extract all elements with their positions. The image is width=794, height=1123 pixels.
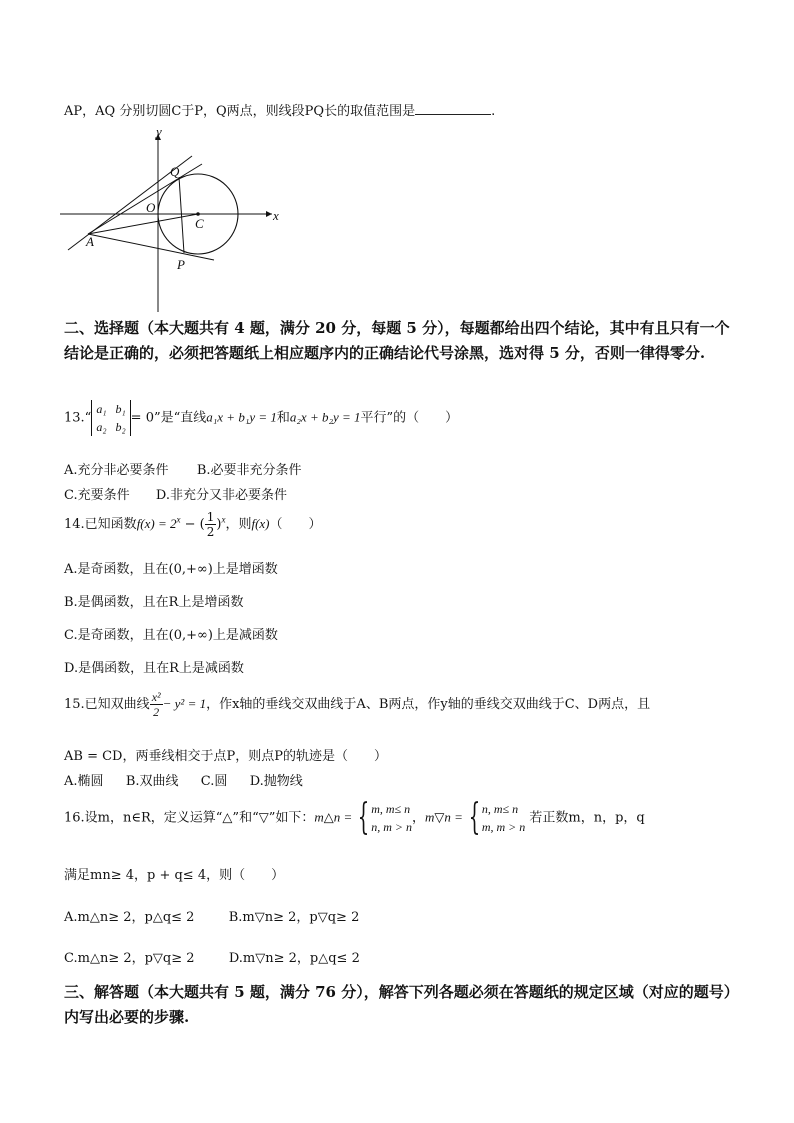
- q15-rest: ，作x轴的垂线交双曲线于A、B两点，作y轴的垂线交双曲线于C、D两点，且: [206, 697, 651, 712]
- tangent-ap: [88, 234, 214, 260]
- label-p: P: [177, 257, 185, 272]
- question-12-text: AP，AQ 分别切圆C于P，Q两点，则线段PQ长的取值范围是: [64, 104, 416, 119]
- q14-den: 2: [206, 525, 215, 539]
- circle-tangent-figure: [60, 124, 290, 314]
- q16-suffix: 若正数m，n，p，q: [529, 810, 645, 826]
- segment-pq: [179, 177, 184, 253]
- q16-brace-2: {: [468, 797, 481, 838]
- q13-suffix: 平行”的（ ）: [360, 410, 459, 426]
- q14-fx: f(x) = 2: [136, 516, 177, 531]
- q15-option-d: D.抛物线: [249, 774, 303, 789]
- q13-mid: = 0”是“直线: [130, 410, 207, 426]
- q16-cases-1: [371, 800, 412, 836]
- q13-prefix: 13.“: [64, 410, 92, 426]
- q14-suffix: ，则: [225, 517, 252, 532]
- q16-sep: ，: [411, 810, 425, 826]
- q16-case2b: m, m > n: [481, 820, 526, 834]
- q13-options-row1: [64, 459, 302, 478]
- q13-options-row2: [64, 484, 287, 503]
- question-14: [64, 510, 322, 539]
- label-o: O: [146, 200, 156, 215]
- q14-exp2: x: [221, 514, 226, 525]
- q14-exp: x: [176, 514, 181, 525]
- q16-case2a: n, m≤ n: [481, 802, 519, 816]
- q15-option-c: C.圆: [200, 774, 228, 789]
- q14-prefix: 14.已知函数: [64, 517, 137, 532]
- question-15: [64, 690, 650, 719]
- label-a: A: [86, 234, 94, 249]
- q16-option-a: A.m△n≥ 2，p△q≤ 2: [64, 910, 195, 925]
- label-x: x: [273, 208, 279, 223]
- q16-prefix: 16.设m，n∈R，定义运算“△”和“▽”如下：: [64, 810, 315, 826]
- q14-close: ): [216, 517, 222, 532]
- label-y: y: [156, 124, 162, 139]
- question-12-tail: [64, 100, 495, 119]
- question-16: [64, 797, 645, 838]
- q16-case1b: n, m > n: [371, 820, 412, 834]
- q14-num: 1: [206, 510, 215, 524]
- q14-fraction: [205, 510, 217, 539]
- question-12-period: .: [491, 104, 496, 119]
- q14-option-b: B.是偶函数，且在R上是增函数: [64, 595, 244, 610]
- section-3-heading: 三、解答题（本大题共有 5 题，满分 76 分），解答下列各题必须在答题纸的规定区域（对应的题号）内写出必要的步骤.: [64, 983, 732, 1026]
- det-a1: a₁: [96, 402, 107, 416]
- q16-options-row2: [64, 947, 360, 966]
- q14-paren: （ ）: [269, 517, 322, 532]
- q13-and: 和: [276, 410, 290, 426]
- q16-options-row1: [64, 906, 359, 925]
- q13-option-a: A.充分非必要条件: [64, 463, 169, 478]
- q16-case1a: m, m≤ n: [371, 802, 411, 816]
- q15-num: x²: [151, 690, 161, 704]
- label-q: Q: [170, 164, 180, 179]
- q16-brace-1: {: [358, 797, 370, 838]
- q16-op1: m△n =: [314, 809, 353, 825]
- q13-option-c: C.充要条件: [64, 488, 130, 503]
- q14-minus: − (: [180, 517, 205, 532]
- q13-line1: a₁x + b₁y = 1: [206, 409, 277, 425]
- q15-fraction: [150, 690, 163, 719]
- q14-option-a: A.是奇函数，且在(0,+∞)上是增函数: [64, 562, 278, 577]
- q16-line2: 满足mn≥ 4，p + q≤ 4，则（ ）: [64, 868, 285, 883]
- label-c: C: [195, 216, 204, 231]
- q16-option-c: C.m△n≥ 2，p▽q≥ 2: [64, 951, 195, 966]
- q15-options: [64, 770, 303, 789]
- q14-option-d: D.是偶函数，且在R上是减函数: [64, 661, 244, 676]
- q13-option-d: D.非充分又非必要条件: [155, 488, 287, 503]
- q14-option-c: C.是奇函数，且在(0,+∞)上是减函数: [64, 628, 278, 643]
- question-13: [64, 400, 458, 436]
- q15-eq: − y² = 1: [162, 696, 207, 711]
- q16-option-d: D.m▽n≥ 2，p△q≤ 2: [228, 951, 360, 966]
- det-b1: b₁: [115, 402, 126, 416]
- det-b2: b₂: [115, 420, 126, 434]
- q15-prefix: 15.已知双曲线: [64, 697, 150, 712]
- answer-blank: [415, 102, 491, 115]
- q15-den: 2: [153, 705, 160, 719]
- q13-option-b: B.必要非充分条件: [196, 463, 302, 478]
- det-a2: a₂: [96, 420, 107, 434]
- q14-fx2: f(x): [251, 516, 270, 531]
- section-2-heading: 二、选择题（本大题共有 4 题，满分 20 分，每题 5 分），每题都给出四个结论，其中有且只有一个结论是正确的，必须把答题纸上相应题序内的正确结论代号涂黑，选对得 5 分，否则一律得零分.: [64, 319, 730, 362]
- q15-option-a: A.椭圆: [64, 774, 104, 789]
- q15-line2: AB = CD，两垂线相交于点P，则点P的轨迹是（ ）: [64, 749, 387, 764]
- q13-line2: a₂x + b₂y = 1: [289, 409, 361, 425]
- q15-option-b: B.双曲线: [125, 774, 179, 789]
- q16-op2: m▽n =: [424, 809, 463, 825]
- q16-option-b: B.m▽n≥ 2，p▽q≥ 2: [228, 910, 360, 925]
- q16-cases-2: [482, 800, 525, 836]
- q13-determinant: [91, 400, 130, 436]
